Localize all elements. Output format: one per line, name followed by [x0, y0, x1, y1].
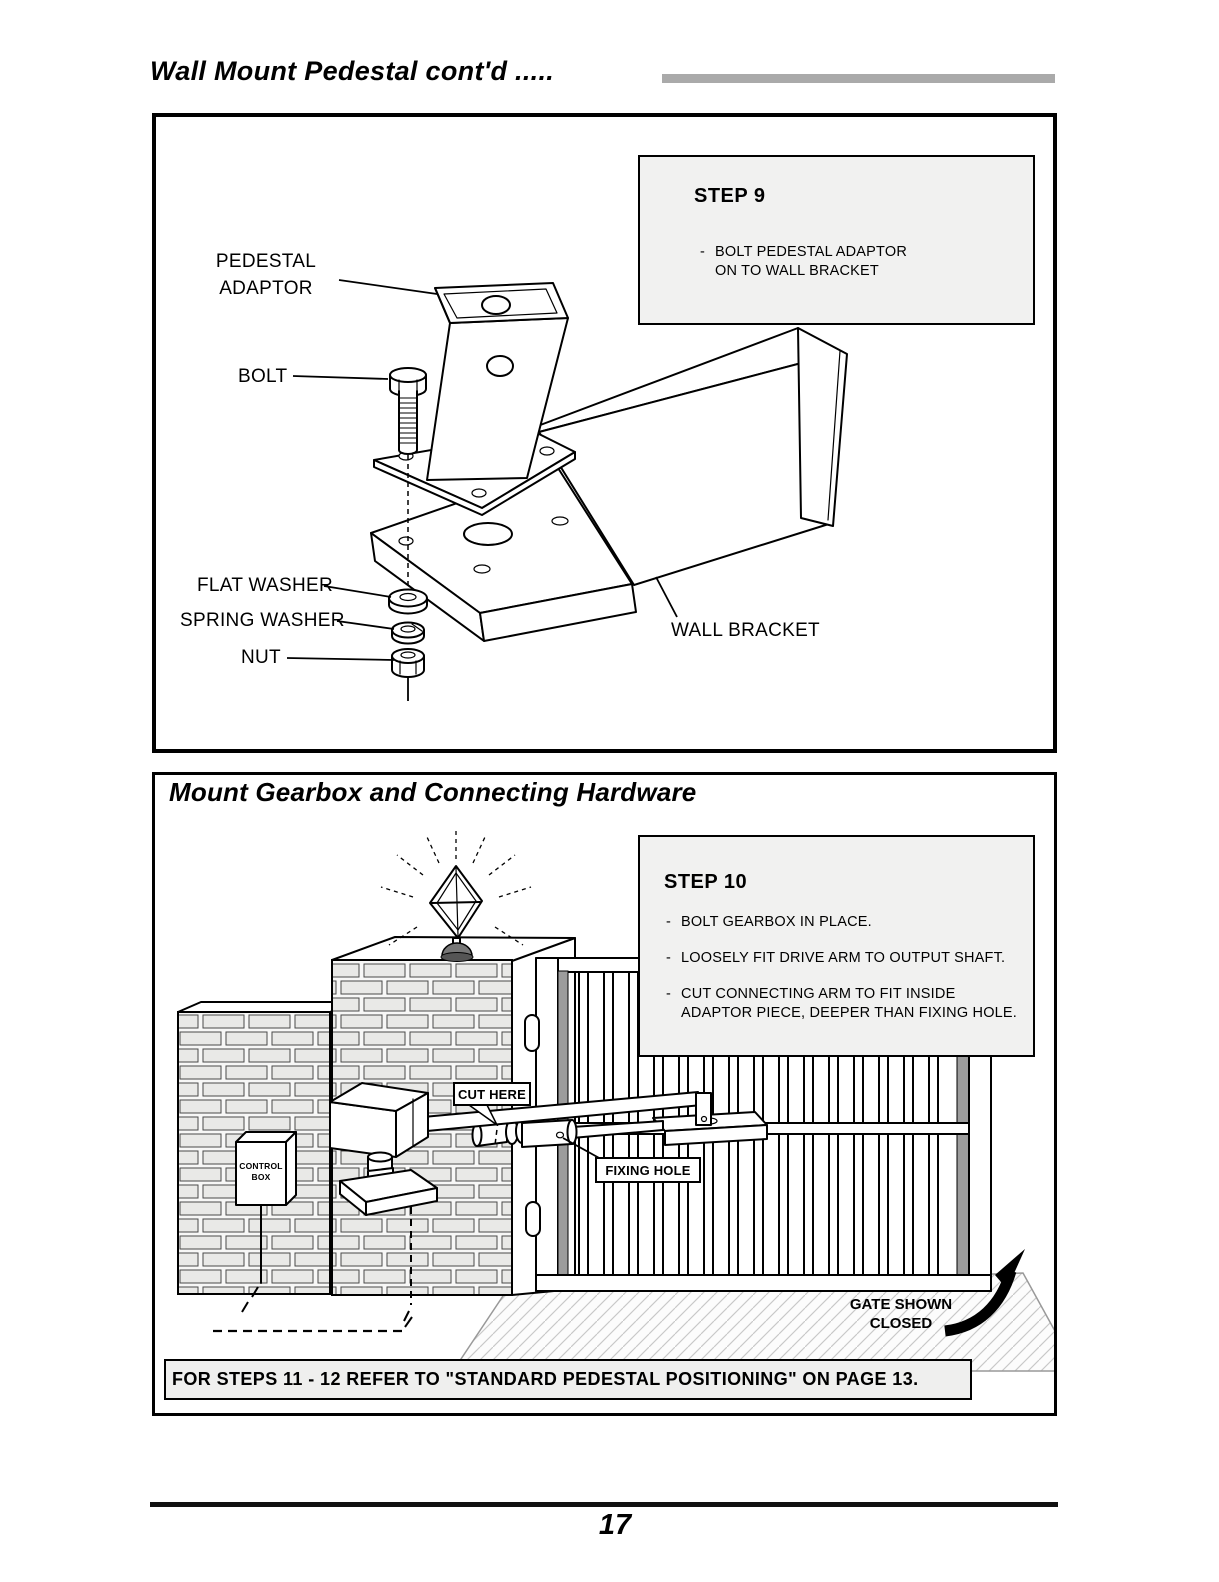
step-9-box: [638, 155, 1035, 325]
label-spring-washer: SPRING WASHER: [180, 610, 345, 631]
step-10-bullet-3: - CUT CONNECTING ARM TO FIT INSIDE ADAPTOR PIECE, DEEPER THAN FIXING HOLE.: [666, 986, 1018, 1021]
step-10-bullet-2: - LOOSELY FIT DRIVE ARM TO OUTPUT SHAFT.: [666, 950, 1006, 966]
label-wall-bracket: WALL BRACKET: [671, 620, 820, 641]
label-bolt: BOLT: [238, 366, 288, 387]
page-title: Wall Mount Pedestal cont'd .....: [150, 56, 555, 86]
label-flat-washer: FLAT WASHER: [197, 575, 333, 596]
figure-mount-gearbox: [152, 772, 1057, 1416]
washers-nut-drawing: [389, 590, 427, 702]
label-fixing-hole: FIXING HOLE: [595, 1157, 701, 1183]
footer-rule: [150, 1502, 1058, 1507]
steps-11-12-note: FOR STEPS 11 - 12 REFER TO "STANDARD PEDESTAL POSITIONING" ON PAGE 13.: [164, 1359, 972, 1400]
label-pedestal-adaptor: PEDESTAL ADAPTOR: [215, 251, 317, 299]
step-10-box: [638, 835, 1035, 1057]
page-number: 17: [598, 1509, 632, 1541]
label-gate-shown-closed: GATE SHOWN CLOSED: [849, 1296, 953, 1332]
label-control-box: CONTROL BOX: [239, 1161, 283, 1182]
figure-wall-mount-pedestal: [152, 113, 1057, 753]
label-cut-here: CUT HERE: [453, 1082, 531, 1106]
label-nut: NUT: [241, 647, 281, 668]
title-rule: [662, 74, 1055, 83]
figure2-title: Mount Gearbox and Connecting Hardware: [169, 777, 697, 807]
step-10-title: STEP 10: [664, 871, 748, 893]
step-9-bullet: - BOLT PEDESTAL ADAPTOR ON TO WALL BRACKET: [700, 244, 907, 279]
step-10-bullet-1: - BOLT GEARBOX IN PLACE.: [666, 914, 872, 930]
fixing-hole-drawing: [557, 1132, 564, 1138]
step-9-title: STEP 9: [694, 185, 766, 207]
